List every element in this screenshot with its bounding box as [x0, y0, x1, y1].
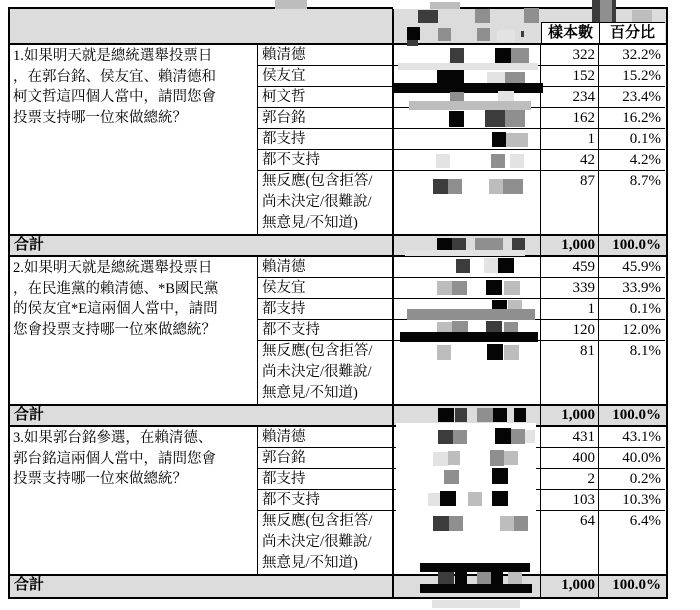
percent-value: 0.2%: [599, 469, 665, 490]
question-text-3: 3.如果郭台銘參選，在賴清德、 郭台銘這兩個人當中，請問您會 投票支持哪一位來做總統？: [10, 427, 258, 574]
redaction-block: [432, 600, 520, 608]
sample-count-value: 322: [541, 45, 599, 66]
redacted-cell: [394, 448, 541, 469]
total-label: 合計: [10, 236, 394, 255]
sample-count-value: 1: [541, 299, 599, 320]
question-text-2: 2.如果明天就是總統選舉投票日 ，在民進黨的賴清德、*B國民黨 的侯友宜*E這兩個人當中，請問 您會投票支持哪一位來做總統？: [10, 257, 258, 404]
redacted-cell: [394, 129, 541, 150]
option-label: 都不支持: [258, 150, 394, 171]
redacted-cell: [394, 66, 541, 87]
percent-value: 15.2%: [599, 66, 665, 87]
redacted-cell: [394, 490, 541, 511]
sample-count-value: 339: [541, 278, 599, 299]
redacted-cell: [394, 150, 541, 171]
redacted-cell: [394, 427, 541, 448]
sample-count-value: 2: [541, 469, 599, 490]
percent-value: 0.1%: [599, 299, 665, 320]
redacted-cell: [394, 576, 541, 597]
total-sample-count: 1,000: [541, 576, 599, 597]
redacted-cell: [394, 278, 541, 299]
sample-count-header: 樣本數: [541, 22, 599, 43]
option-label-no-response: 無反應(包含拒答/ 尚未決定/很難說/ 無意見/不知道): [258, 511, 394, 574]
sample-count-value: 103: [541, 490, 599, 511]
option-label: 郭台銘: [258, 108, 394, 129]
option-label: 賴清德: [258, 257, 394, 278]
percent-value: 0.1%: [599, 129, 665, 150]
redacted-cell: [394, 511, 541, 574]
sample-count-value: 42: [541, 150, 599, 171]
option-label: 都支持: [258, 129, 394, 150]
redacted-cell: [394, 406, 541, 425]
header-percent-cell: [599, 9, 665, 43]
total-percent: 100.0%: [612, 237, 661, 253]
total-sample-count: 1,000: [541, 236, 599, 255]
option-label-no-response: 無反應(包含拒答/ 尚未決定/很難說/ 無意見/不知道): [258, 171, 394, 234]
percent-value: 12.0%: [599, 320, 665, 341]
percent-value: 45.9%: [599, 257, 665, 278]
option-label: 賴清德: [258, 45, 394, 66]
percent-value: 10.3%: [599, 490, 665, 511]
option-label: 侯友宜: [258, 66, 394, 87]
percent-value: 8.7%: [629, 173, 661, 189]
sample-count-value: 1: [541, 129, 599, 150]
total-row-2: [10, 404, 666, 427]
redacted-cell: [394, 171, 541, 234]
total-row-3: [10, 574, 666, 597]
option-label: 賴清德: [258, 427, 394, 448]
percent-value: 16.2%: [599, 108, 665, 129]
total-row-1: [10, 234, 666, 257]
option-label-no-response: 無反應(包含拒答/ 尚未決定/很難說/ 無意見/不知道): [258, 341, 394, 404]
percent-value: 8.1%: [629, 343, 661, 359]
redacted-cell: [394, 257, 541, 278]
sample-count-value: 431: [541, 427, 599, 448]
redacted-cell: [394, 469, 541, 490]
sample-count-value: 400: [541, 448, 599, 469]
option-label: 侯友宜: [258, 278, 394, 299]
sample-count-value: 120: [541, 320, 599, 341]
redacted-cell: [394, 320, 541, 341]
total-percent: 100.0%: [612, 407, 661, 423]
redacted-cell: [394, 299, 541, 320]
sample-count-value: 81: [541, 341, 599, 404]
percent-value: 32.2%: [599, 45, 665, 66]
sample-count-value: 162: [541, 108, 599, 129]
option-label: 郭台銘: [258, 448, 394, 469]
sample-count-value: 152: [541, 66, 599, 87]
total-label: 合計: [10, 406, 394, 425]
sample-count-value: 459: [541, 257, 599, 278]
question-block-1: [10, 45, 666, 234]
header-sample-cell: [541, 9, 599, 43]
percent-value: 33.9%: [599, 278, 665, 299]
total-percent: 100.0%: [612, 577, 661, 593]
option-label: 都不支持: [258, 320, 394, 341]
percent-value: 4.2%: [599, 150, 665, 171]
redacted-cell: [394, 87, 541, 108]
redacted-cell: [394, 45, 541, 66]
question-text-1: 1.如果明天就是總統選舉投票日 ，在郭台銘、侯友宜、賴清德和 柯文哲這四個人當中，請問您會 投票支持哪一位來做總統？: [10, 45, 258, 234]
table-header-row: [10, 9, 666, 45]
redacted-cell: [394, 108, 541, 129]
percent-value: 6.4%: [629, 513, 661, 529]
sample-count-value: 87: [541, 171, 599, 234]
sample-count-value: 64: [541, 511, 599, 574]
option-label: 都支持: [258, 299, 394, 320]
question-block-3: [10, 427, 666, 574]
total-label: 合計: [10, 576, 394, 597]
percent-value: 43.1%: [599, 427, 665, 448]
percent-header: 百分比: [599, 22, 665, 43]
option-label: 都支持: [258, 469, 394, 490]
poll-results-table: [8, 7, 668, 599]
header-question-cell: [10, 9, 394, 43]
header-redacted-cell: [394, 9, 541, 43]
redacted-cell: [394, 236, 541, 255]
redacted-cell: [394, 341, 541, 404]
option-label: 都不支持: [258, 490, 394, 511]
sample-count-value: 234: [541, 87, 599, 108]
percent-value: 23.4%: [599, 87, 665, 108]
percent-value: 40.0%: [599, 448, 665, 469]
total-sample-count: 1,000: [541, 406, 599, 425]
option-label: 柯文哲: [258, 87, 394, 108]
question-block-2: [10, 257, 666, 404]
